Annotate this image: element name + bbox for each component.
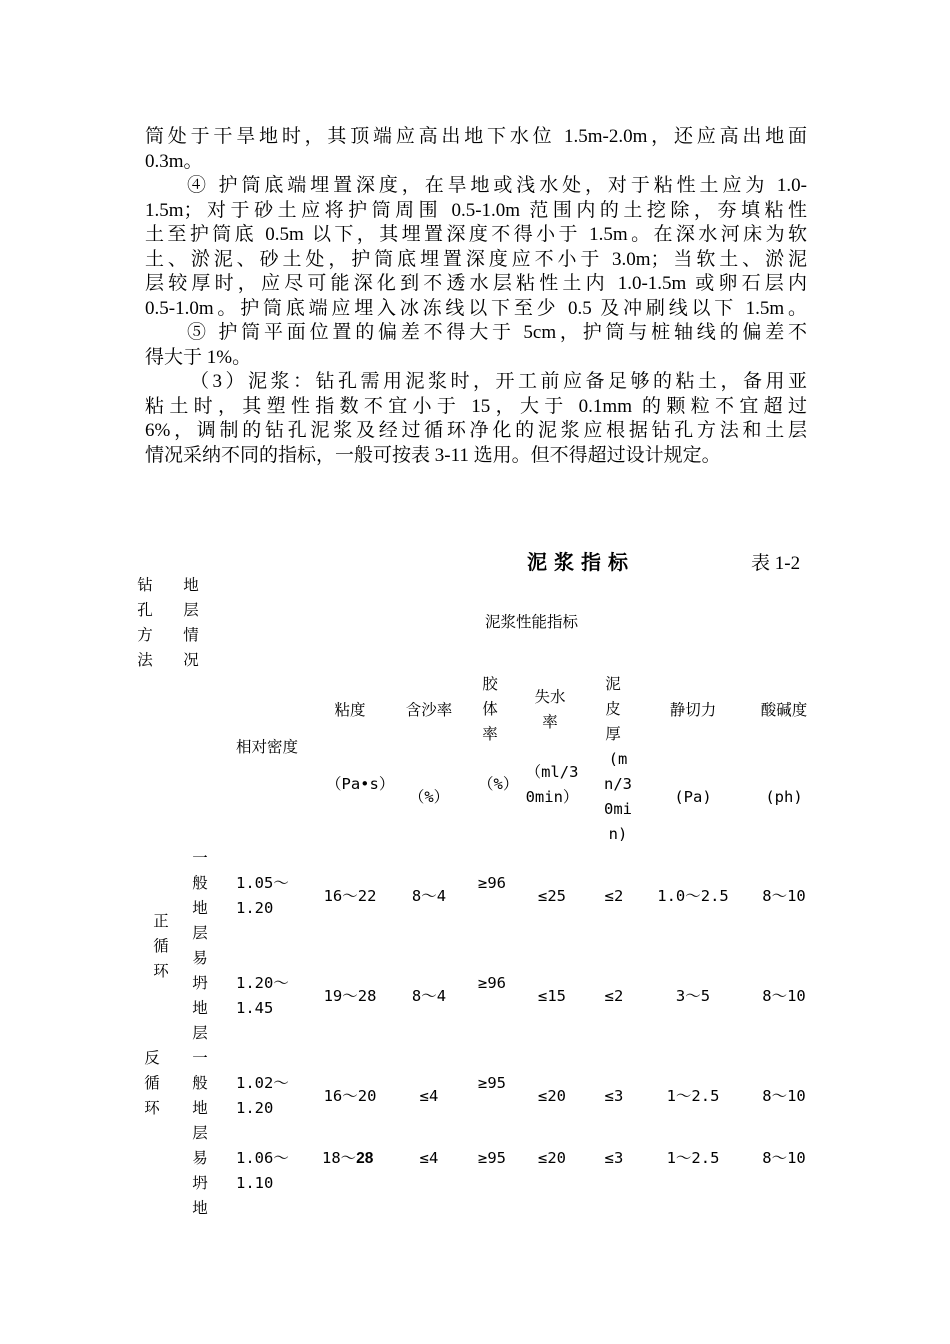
cell-sand: ≤4 bbox=[419, 1087, 439, 1105]
body-text bbox=[145, 125, 807, 468]
cell-water-loss: ≤20 bbox=[538, 1087, 566, 1105]
text-line: 6%，调制的钻孔泥浆及经过循环净化的泥浆应根据钻孔方法和土层 bbox=[145, 420, 807, 441]
cell-colloid: ≥95 bbox=[478, 1149, 506, 1167]
col-viscosity: 粘度 bbox=[334, 701, 366, 719]
cell-water-loss: ≤20 bbox=[538, 1149, 566, 1167]
col-ph-unit: (ph) bbox=[765, 788, 803, 806]
table-title: 泥 浆 指 标 bbox=[527, 552, 629, 574]
col-sand-unit: （%） bbox=[408, 788, 450, 806]
cell-colloid: ≥96 bbox=[478, 974, 506, 992]
text-line: ⑤ 护筒平面位置的偏差不得大于 5cm，护筒与桩轴线的偏差不 bbox=[187, 322, 807, 343]
header-layer: 地层情况 bbox=[183, 576, 199, 669]
cell-sand: 8～4 bbox=[411, 987, 447, 1005]
layer-label: 易坍地 bbox=[192, 1149, 208, 1217]
cell-water-loss: ≤25 bbox=[538, 887, 566, 905]
cell-cake: ≤3 bbox=[604, 1087, 624, 1105]
text-line: （3）泥浆：钻孔需用泥浆时，开工前应备足够的粘土，备用亚 bbox=[190, 371, 807, 392]
col-shear-unit: (Pa) bbox=[674, 788, 712, 806]
text-line: 0.3m。 bbox=[145, 150, 203, 172]
cell-ph: 8～10 bbox=[762, 1149, 806, 1167]
cell-colloid: ≥95 bbox=[478, 1074, 506, 1092]
cell-shear: 1～2.5 bbox=[666, 1087, 720, 1105]
cell-cake: ≤2 bbox=[604, 987, 624, 1005]
col-cake: 泥皮厚 bbox=[605, 675, 621, 743]
text-line: 1.5m；对于砂土应将护筒周围 0.5-1.0m 范围内的土挖除，夯填粘性 bbox=[145, 199, 807, 221]
cell-density: 1.06～1.10 bbox=[236, 1149, 289, 1192]
cell-sand: 8～4 bbox=[411, 887, 447, 905]
cell-shear: 3～5 bbox=[675, 987, 711, 1005]
header-group: 泥浆性能指标 bbox=[485, 613, 579, 631]
header-method: 钻孔方法 bbox=[137, 576, 153, 669]
cell-density: 1.20～1.45 bbox=[236, 974, 289, 1017]
col-viscosity-unit: （Pa•s） bbox=[326, 775, 395, 793]
text-line: 土、淤泥、砂土处，护筒底埋置深度应不小于 3.0m；当软土、淤泥 bbox=[145, 248, 807, 270]
cell-density: 1.02～1.20 bbox=[236, 1074, 289, 1117]
text-line: ④ 护筒底端埋置深度，在旱地或浅水处，对于粘性土应为 1.0- bbox=[187, 175, 807, 196]
col-density: 相对密度 bbox=[236, 738, 299, 756]
text-line: 粘土时，其塑性指数不宜小于 15，大于 0.1mm 的颗粒不宜超过 bbox=[145, 395, 807, 417]
text-line: 层较厚时，应尽可能深化到不透水层粘性土内 1.0-1.5m 或卵石层内 bbox=[145, 273, 807, 294]
text-line: 得大于 1%。 bbox=[145, 346, 252, 368]
text-line: 土至护筒底 0.5m 以下，其埋置深度不得小于 1.5m。在深水河床为软 bbox=[145, 224, 807, 245]
cell-viscosity: 19～28 bbox=[323, 987, 377, 1005]
col-colloid-unit: （%） bbox=[478, 775, 519, 793]
text-line: 情况采纳不同的指标，一般可按表 3-11 选用。但不得超过设计规定。 bbox=[145, 444, 721, 466]
cell-cake: ≤3 bbox=[604, 1149, 624, 1167]
cell-ph: 8～10 bbox=[762, 987, 806, 1005]
cell-viscosity: 16～22 bbox=[323, 887, 377, 905]
cell-viscosity: 16～20 bbox=[323, 1087, 377, 1105]
col-ph: 酸碱度 bbox=[760, 701, 808, 719]
col-colloid: 胶体率 bbox=[482, 675, 498, 743]
cell-water-loss: ≤15 bbox=[538, 987, 566, 1005]
col-sand: 含沙率 bbox=[405, 701, 453, 719]
cell-density: 1.05～1.20 bbox=[236, 874, 289, 917]
table-number: 表 1-2 bbox=[751, 553, 801, 574]
col-water-loss-unit: （ml/30min） bbox=[525, 763, 579, 806]
cell-viscosity bbox=[322, 1146, 392, 1171]
text-line: 筒处于干旱地时，其顶端应高出地下水位 1.5m-2.0m，还应高出地面 bbox=[145, 126, 807, 147]
method-forward: 正循环 bbox=[153, 912, 169, 980]
col-cake-unit: (mn/30min) bbox=[604, 750, 632, 843]
col-water-loss: 失水率 bbox=[534, 688, 566, 731]
cell-viscosity-part-bold: 28 bbox=[356, 1150, 374, 1167]
text-line: 0.5-1.0m。护筒底端应埋入冰冻线以下至少 0.5 及冲刷线以下 1.5m。 bbox=[145, 297, 807, 319]
col-shear: 静切力 bbox=[669, 701, 717, 719]
cell-viscosity-part: 18～ bbox=[322, 1149, 357, 1167]
cell-shear: 1.0～2.5 bbox=[657, 887, 729, 905]
cell-sand: ≤4 bbox=[419, 1149, 439, 1167]
layer-label: 一般地层 bbox=[192, 849, 208, 942]
cell-colloid: ≥96 bbox=[478, 874, 506, 892]
layer-label: 易坍地层 bbox=[192, 949, 208, 1042]
method-reverse: 反循环 bbox=[144, 1049, 160, 1117]
cell-ph: 8～10 bbox=[762, 1087, 806, 1105]
layer-label: 一般地层 bbox=[192, 1049, 208, 1142]
cell-ph: 8～10 bbox=[762, 887, 806, 905]
cell-cake: ≤2 bbox=[604, 887, 624, 905]
cell-shear: 1～2.5 bbox=[666, 1149, 720, 1167]
